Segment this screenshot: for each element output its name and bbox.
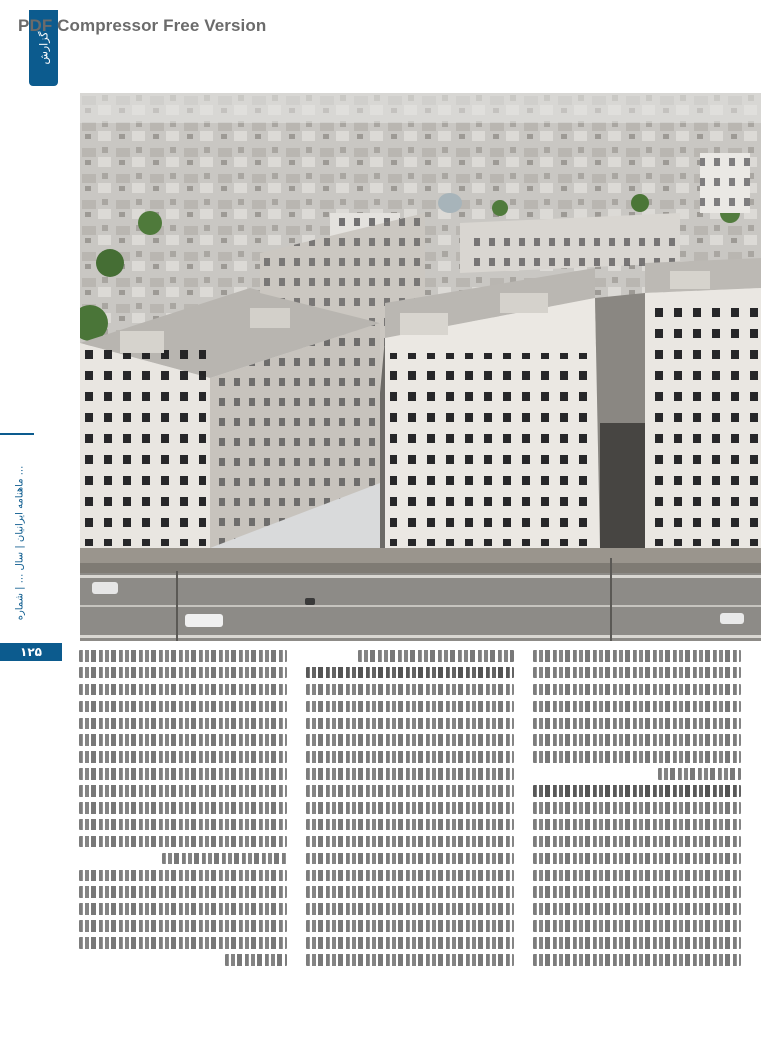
side-caption	[9, 440, 31, 645]
article-body	[79, 650, 741, 980]
side-rule	[0, 433, 34, 435]
article-column-left	[79, 650, 287, 980]
page-number: ۱۲۵	[0, 643, 62, 661]
side-caption-text: ماهنامه ایرانیان | سال ... | شماره ...	[14, 465, 26, 620]
article-column-middle	[306, 650, 514, 980]
apartment-blocks-photo	[80, 93, 761, 641]
watermark-text: PDF Compressor Free Version	[18, 16, 267, 35]
article-column-right	[533, 650, 741, 980]
section-tab-label: گزارش	[37, 31, 50, 65]
